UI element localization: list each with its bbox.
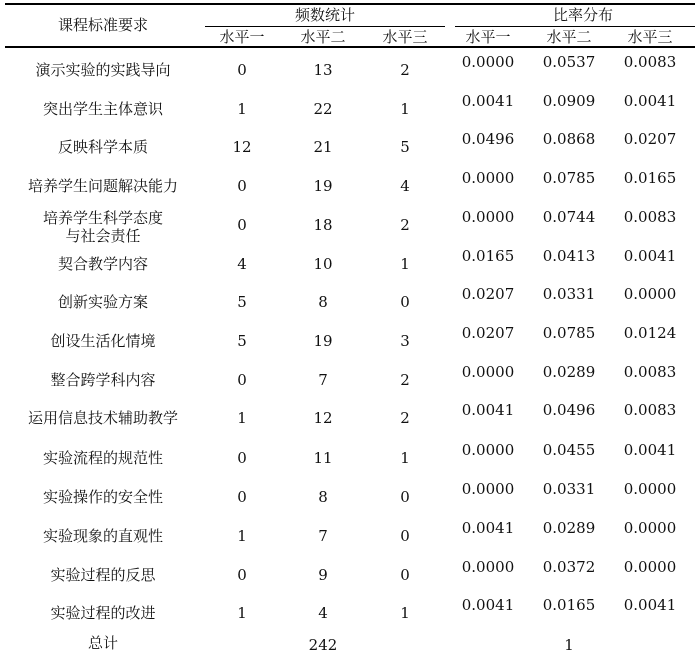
row-ratio-level2: 0.0372 [542,558,596,576]
row-ratio-level3: 0.0083 [623,208,677,226]
row-requirement: 契合教学内容 [57,255,149,273]
row-freq-level1: 0 [237,61,247,79]
row-requirement-line1: 培养学生科学态度 [42,209,164,227]
header-ratio-level2: 水平二 [546,28,592,46]
row-ratio-level1: 0.0165 [461,247,515,265]
row-freq-level3: 0 [400,293,410,311]
row-requirement: 突出学生主体意识 [42,100,164,118]
row-requirement: 实验过程的改进 [50,604,156,622]
header-freq-group: 频数统计 [294,6,356,24]
row-freq-level3: 0 [400,527,410,545]
row-freq-level1: 4 [237,255,247,273]
header-ratio-group: 比率分布 [552,6,614,24]
row-requirement: 实验过程的反思 [50,566,156,584]
row-ratio-level1: 0.0207 [461,285,515,303]
row-freq-level3: 1 [400,449,410,467]
row-ratio-level1: 0.0041 [461,401,515,419]
row-freq-level2: 8 [318,488,328,506]
row-freq-level1: 12 [232,138,252,156]
row-ratio-level1: 0.0000 [461,208,515,226]
row-requirement: 实验操作的安全性 [42,488,164,506]
total-ratio: 1 [564,636,574,654]
row-freq-level1: 0 [237,216,247,234]
row-ratio-level2: 0.0331 [542,285,596,303]
header-ratio-level3: 水平三 [627,28,673,46]
row-freq-level2: 7 [318,371,328,389]
total-freq: 242 [308,636,338,654]
row-freq-level1: 1 [237,100,247,118]
row-requirement: 实验现象的直观性 [42,527,164,545]
row-freq-level2: 4 [318,604,328,622]
row-freq-level1: 5 [237,293,247,311]
row-freq-level3: 1 [400,604,410,622]
header-ratio-level1: 水平一 [465,28,511,46]
row-ratio-level2: 0.0413 [542,247,596,265]
row-freq-level2: 21 [313,138,333,156]
row-freq-level3: 3 [400,332,410,350]
row-ratio-level3: 0.0041 [623,596,677,614]
row-freq-level2: 7 [318,527,328,545]
row-ratio-level3: 0.0083 [623,363,677,381]
row-ratio-level3: 0.0000 [623,285,677,303]
row-freq-level3: 1 [400,100,410,118]
row-freq-level3: 2 [400,216,410,234]
row-ratio-level2: 0.0331 [542,480,596,498]
header-bottom-rule [5,46,695,48]
row-freq-level3: 2 [400,409,410,427]
freq-group-underline [205,26,445,27]
row-ratio-level1: 0.0041 [461,596,515,614]
row-ratio-level1: 0.0496 [461,130,515,148]
ratio-group-underline [455,26,695,27]
row-ratio-level3: 0.0000 [623,519,677,537]
row-freq-level1: 1 [237,409,247,427]
row-freq-level2: 12 [313,409,333,427]
row-freq-level3: 5 [400,138,410,156]
row-ratio-level3: 0.0207 [623,130,677,148]
row-freq-level1: 5 [237,332,247,350]
row-freq-level2: 19 [313,177,333,195]
row-freq-level3: 0 [400,566,410,584]
row-freq-level1: 0 [237,177,247,195]
row-ratio-level2: 0.0289 [542,519,596,537]
row-freq-level2: 8 [318,293,328,311]
row-freq-level2: 13 [313,61,333,79]
row-requirement: 创新实验方案 [57,293,149,311]
row-ratio-level3: 0.0041 [623,92,677,110]
row-ratio-level1: 0.0000 [461,363,515,381]
top-rule [5,3,695,5]
row-ratio-level3: 0.0041 [623,441,677,459]
row-freq-level1: 0 [237,566,247,584]
header-requirement: 课程标准要求 [57,16,149,34]
row-requirement: 实验流程的规范性 [42,449,164,467]
total-label: 总计 [87,634,119,652]
row-freq-level1: 0 [237,371,247,389]
row-ratio-level1: 0.0207 [461,324,515,342]
row-ratio-level1: 0.0000 [461,441,515,459]
row-freq-level2: 18 [313,216,333,234]
row-requirement: 整合跨学科内容 [50,371,156,389]
row-freq-level1: 1 [237,527,247,545]
row-requirement: 培养学生问题解决能力 [27,177,179,195]
row-freq-level1: 0 [237,488,247,506]
row-ratio-level3: 0.0083 [623,401,677,419]
row-ratio-level3: 0.0124 [623,324,677,342]
row-freq-level3: 4 [400,177,410,195]
header-freq-level1: 水平一 [219,28,265,46]
row-ratio-level3: 0.0165 [623,169,677,187]
row-freq-level2: 22 [313,100,333,118]
row-requirement: 创设生活化情境 [50,332,156,350]
row-ratio-level1: 0.0041 [461,92,515,110]
row-freq-level2: 19 [313,332,333,350]
row-freq-level2: 10 [313,255,333,273]
row-ratio-level1: 0.0000 [461,480,515,498]
row-ratio-level3: 0.0041 [623,247,677,265]
row-ratio-level1: 0.0041 [461,519,515,537]
row-ratio-level3: 0.0000 [623,558,677,576]
row-freq-level3: 2 [400,61,410,79]
header-freq-level2: 水平二 [300,28,346,46]
row-ratio-level3: 0.0083 [623,53,677,71]
row-requirement: 运用信息技术辅助教学 [27,409,179,427]
header-freq-level3: 水平三 [382,28,428,46]
row-ratio-level2: 0.0785 [542,169,596,187]
row-ratio-level2: 0.0537 [542,53,596,71]
row-ratio-level2: 0.0455 [542,441,596,459]
row-ratio-level2: 0.0744 [542,208,596,226]
row-freq-level3: 1 [400,255,410,273]
row-ratio-level2: 0.0868 [542,130,596,148]
row-ratio-level3: 0.0000 [623,480,677,498]
row-freq-level1: 0 [237,449,247,467]
row-requirement: 反映科学本质 [57,138,149,156]
row-requirement-line2: 与社会责任 [65,227,141,245]
row-ratio-level1: 0.0000 [461,558,515,576]
row-freq-level1: 1 [237,604,247,622]
row-freq-level2: 9 [318,566,328,584]
row-ratio-level2: 0.0785 [542,324,596,342]
row-ratio-level2: 0.0496 [542,401,596,419]
row-ratio-level2: 0.0909 [542,92,596,110]
row-freq-level3: 0 [400,488,410,506]
row-ratio-level1: 0.0000 [461,53,515,71]
row-ratio-level2: 0.0289 [542,363,596,381]
row-freq-level2: 11 [313,449,333,467]
row-ratio-level1: 0.0000 [461,169,515,187]
row-requirement: 演示实验的实践导向 [35,61,171,79]
row-freq-level3: 2 [400,371,410,389]
row-ratio-level2: 0.0165 [542,596,596,614]
